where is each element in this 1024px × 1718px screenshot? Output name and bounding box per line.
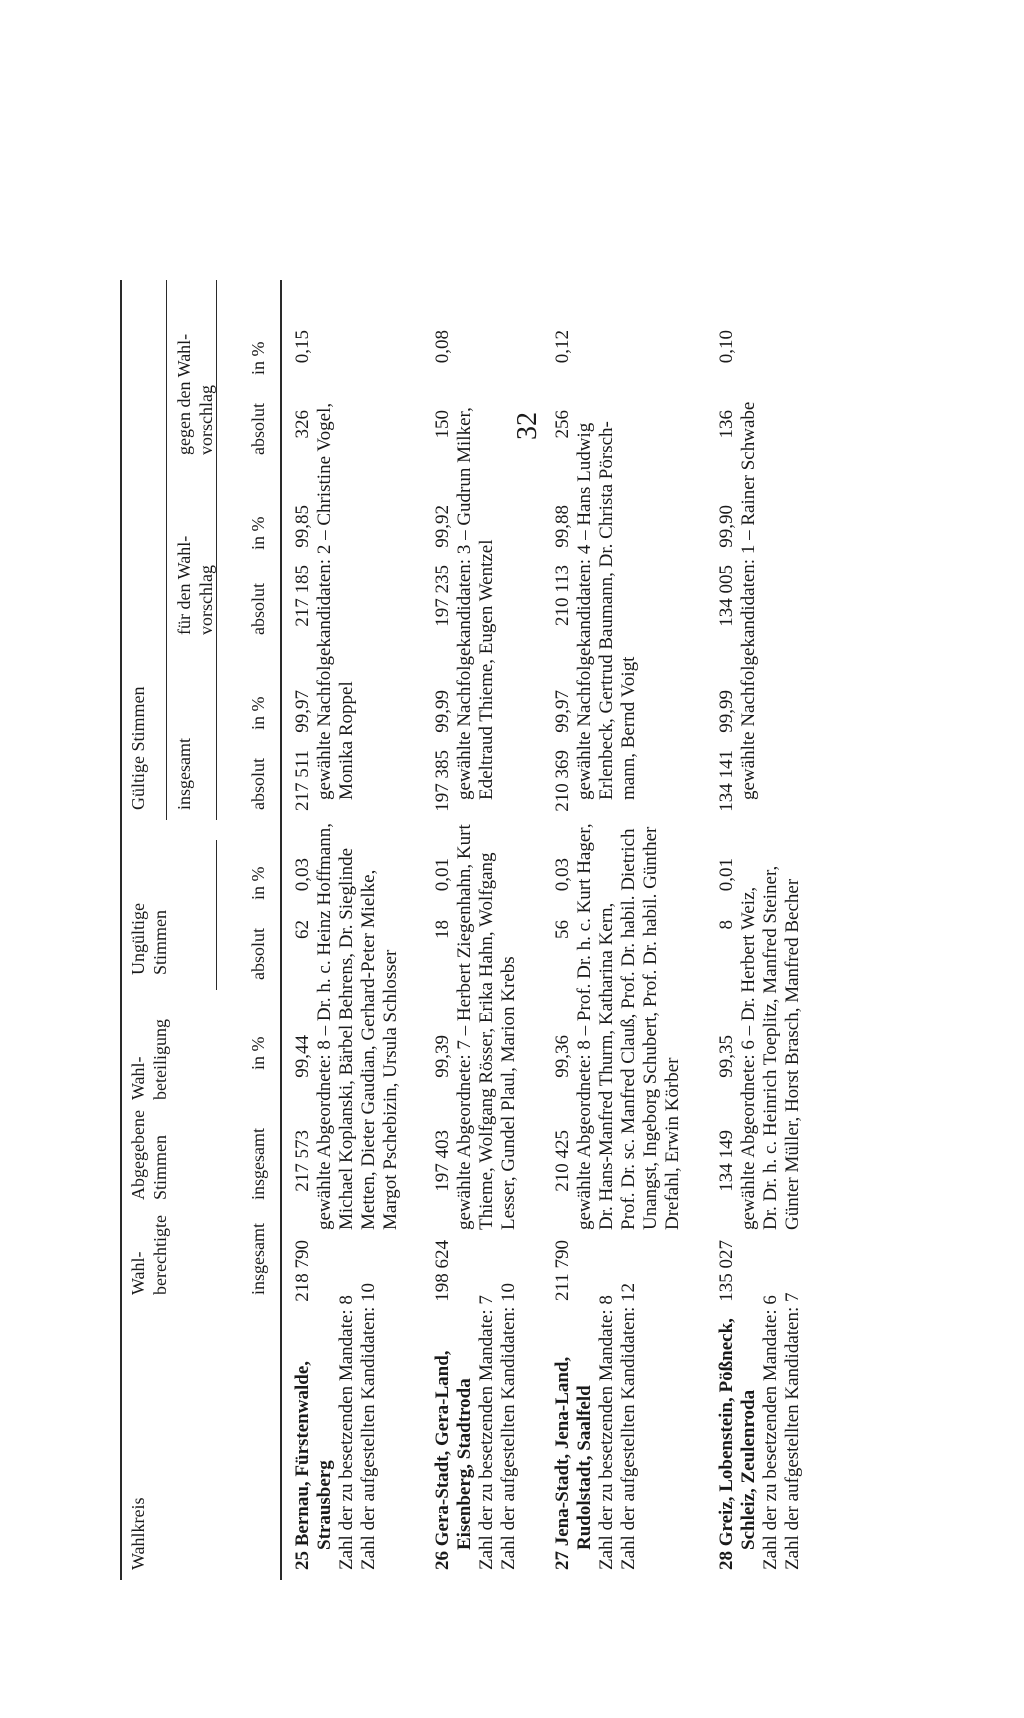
ungueltig-pct: 0,03 [552, 858, 573, 892]
abgegebene: 210 425 [552, 1130, 573, 1192]
beteiligung: 99,44 [292, 1035, 313, 1078]
ungueltig-pct: 0,01 [716, 858, 737, 892]
wahlkreis-name: 26 Gera-Stadt, Gera-Land, [432, 1350, 453, 1570]
sub-in-pct-f: in % [248, 516, 268, 550]
abgeordnete: Drefahl, Erwin Körber [662, 1057, 683, 1230]
header-ungueltige-1: Ungültige [128, 903, 148, 975]
gegen-abs: 256 [552, 410, 573, 439]
candidate-count: Zahl der aufgestellten Kandidaten: 12 [618, 1282, 639, 1570]
candidate-count: Zahl der aufgestellten Kandidaten: 10 [498, 1282, 519, 1570]
wahlberechtigte: 218 790 [292, 1240, 313, 1302]
wahlkreis-name: 25 Bernau, Fürstenwalde, [292, 1361, 313, 1570]
gueltig-pct: 99,99 [716, 690, 737, 733]
nachfolgekandidaten: mann, Bernd Voigt [618, 656, 639, 800]
gegen-abs: 326 [292, 410, 313, 439]
abgegebene: 217 573 [292, 1130, 313, 1192]
candidate-count: Zahl der aufgestellten Kandidaten: 7 [782, 1292, 803, 1570]
sub-absolut-u: absolut [248, 928, 268, 980]
header-wahlberechtigte-2: berechtigte [150, 1215, 170, 1295]
sub-insgesamt-2: insgesamt [248, 1128, 268, 1200]
beteiligung: 99,36 [552, 1035, 573, 1078]
ungueltige-sub-rule [216, 840, 217, 990]
wahlberechtigte: 211 790 [552, 1240, 573, 1302]
wahlberechtigte: 198 624 [432, 1240, 453, 1302]
header-wahlbeteiligung-2: beteiligung [150, 1019, 170, 1100]
gueltig-abs: 197 385 [432, 750, 453, 812]
page-number: 32 [512, 412, 543, 440]
fuer-pct: 99,90 [716, 505, 737, 548]
fuer-pct: 99,88 [552, 505, 573, 548]
gueltig-pct: 99,97 [292, 690, 313, 733]
abgegebene: 197 403 [432, 1130, 453, 1192]
gueltig-pct: 99,97 [552, 690, 573, 733]
abgeordnete: gewählte Abgeordnete: 6 – Dr. Herbert Weiz, [738, 886, 759, 1230]
nachfolgekandidaten: Erlenbeck, Gertrud Baumann, Dr. Christa Pörsch- [596, 421, 617, 800]
sub-absolut-ge: absolut [248, 403, 268, 455]
abgeordnete: Dr. Dr. h. c. Heinrich Toeplitz, Manfred Steiner, [760, 865, 781, 1230]
gueltige-sub-rule [216, 280, 217, 820]
wahlkreis-name: Strausberg [314, 1460, 335, 1550]
fuer-abs: 134 005 [716, 565, 737, 627]
abgeordnete: Dr. Hans-Manfred Thurm, Katharina Kern, [596, 902, 617, 1230]
abgeordnete: gewählte Abgeordnete: 8 – Prof. Dr. h. c. Kurt Hager, [574, 823, 595, 1230]
header-gegen-2: vorschlag [196, 385, 216, 455]
wahlkreis-name: 28 Greiz, Lobenstein, Pößneck, [716, 1318, 737, 1570]
nachfolgekandidaten: gewählte Nachfolgekandidaten: 2 – Christine Vogel, [314, 402, 335, 800]
nachfolgekandidaten: gewählte Nachfolgekandidaten: 1 – Rainer Schwabe [738, 401, 759, 800]
fuer-pct: 99,92 [432, 505, 453, 548]
beteiligung: 99,39 [432, 1035, 453, 1078]
header-abgegebene-2: Stimmen [150, 1134, 170, 1200]
mandate-count: Zahl der zu besetzenden Mandate: 7 [476, 1295, 497, 1570]
gegen-pct: 0,08 [432, 330, 453, 364]
sub-absolut-g: absolut [248, 758, 268, 810]
ungueltig-abs: 56 [552, 920, 573, 939]
gegen-abs: 150 [432, 410, 453, 439]
fuer-abs: 210 113 [552, 565, 573, 627]
ungueltig-abs: 18 [432, 920, 453, 939]
abgeordnete: Michael Koplanski, Bärbel Behrens, Dr. Sieglinde [336, 847, 357, 1230]
fuer-abs: 197 235 [432, 565, 453, 627]
header-ungueltige-2: Stimmen [150, 909, 170, 975]
gegen-pct: 0,15 [292, 330, 313, 364]
header-fuer-1: für den Wahl- [174, 535, 194, 635]
gegen-pct: 0,12 [552, 330, 573, 364]
gueltig-abs: 210 369 [552, 750, 573, 812]
fuer-abs: 217 185 [292, 565, 313, 627]
abgegebene: 134 149 [716, 1130, 737, 1192]
nachfolgekandidaten: Monika Roppel [336, 681, 357, 800]
gueltige-group-rule [166, 280, 167, 820]
nachfolgekandidaten: gewählte Nachfolgekandidaten: 4 – Hans Ludwig [574, 422, 595, 800]
header-gueltige: Gültige Stimmen [128, 686, 148, 810]
sub-in-pct-wb: in % [248, 1036, 268, 1070]
gueltig-abs: 134 141 [716, 750, 737, 812]
sub-in-pct-u: in % [248, 866, 268, 900]
sub-absolut-f: absolut [248, 583, 268, 635]
abgeordnete: Günter Müller, Horst Brasch, Manfred Becher [782, 878, 803, 1230]
ungueltig-abs: 8 [716, 920, 737, 930]
abgeordnete: Lesser, Gundel Plaul, Marion Krebs [498, 956, 519, 1230]
header-wahlbeteiligung-1: Wahl- [128, 1056, 148, 1100]
abgeordnete: gewählte Abgeordnete: 8 – Dr. h. c. Heinz Hoffmann, [314, 823, 335, 1230]
gueltig-abs: 217 511 [292, 750, 313, 812]
mandate-count: Zahl der zu besetzenden Mandate: 6 [760, 1295, 781, 1570]
gegen-pct: 0,10 [716, 330, 737, 364]
header-wahlkreis: Wahlkreis [128, 1497, 148, 1570]
abgeordnete: gewählte Abgeordnete: 7 – Herbert Ziegenhahn, Kurt [454, 824, 475, 1230]
wahlkreis-name: 27 Jena-Stadt, Jena-Land, [552, 1356, 573, 1570]
sub-insgesamt-1: insgesamt [248, 1223, 268, 1295]
fuer-pct: 99,85 [292, 505, 313, 548]
rotated-table [120, 280, 810, 1580]
wahlberechtigte: 135 027 [716, 1240, 737, 1302]
ungueltig-pct: 0,03 [292, 858, 313, 892]
ungueltig-abs: 62 [292, 920, 313, 939]
ungueltig-pct: 0,01 [432, 858, 453, 892]
wahlkreis-name: Eisenberg, Stadtroda [454, 1378, 475, 1550]
abgeordnete: Unangst, Ingeborg Schubert, Prof. Dr. habil. Günther [640, 826, 661, 1230]
top-rule [120, 280, 122, 1580]
gegen-abs: 136 [716, 410, 737, 439]
wahlkreis-name: Rudolstadt, Saalfeld [574, 1385, 595, 1550]
header-bottom-rule [280, 280, 282, 1580]
beteiligung: 99,35 [716, 1035, 737, 1078]
sub-in-pct-g: in % [248, 696, 268, 730]
mandate-count: Zahl der zu besetzenden Mandate: 8 [596, 1295, 617, 1570]
abgeordnete: Metten, Dieter Gaudian, Gerhard-Peter Mielke, [358, 869, 379, 1230]
candidate-count: Zahl der aufgestellten Kandidaten: 10 [358, 1282, 379, 1570]
abgeordnete: Thieme, Wolfgang Rösser, Erika Hahn, Wolfgang [476, 852, 497, 1230]
mandate-count: Zahl der zu besetzenden Mandate: 8 [336, 1295, 357, 1570]
header-gegen-1: gegen den Wahl- [174, 333, 194, 455]
sub-in-pct-ge: in % [248, 341, 268, 375]
header-insgesamt-group: insgesamt [174, 738, 194, 810]
header-wahlberechtigte-1: Wahl- [128, 1251, 148, 1295]
gueltig-pct: 99,99 [432, 690, 453, 733]
header-abgegebene-1: Abgegebene [128, 1110, 148, 1200]
wahlkreis-name: Schleiz, Zeulenroda [738, 1389, 759, 1550]
abgeordnete: Margot Pschebizin, Ursula Schlosser [380, 949, 401, 1230]
header-fuer-2: vorschlag [196, 565, 216, 635]
abgeordnete: Prof. Dr. sc. Manfred Clauß, Prof. Dr. habil. Dietrich [618, 828, 639, 1230]
nachfolgekandidaten: Edeltraud Thieme, Eugen Wentzel [476, 539, 497, 800]
nachfolgekandidaten: gewählte Nachfolgekandidaten: 3 – Gudrun Milker, [454, 407, 475, 800]
